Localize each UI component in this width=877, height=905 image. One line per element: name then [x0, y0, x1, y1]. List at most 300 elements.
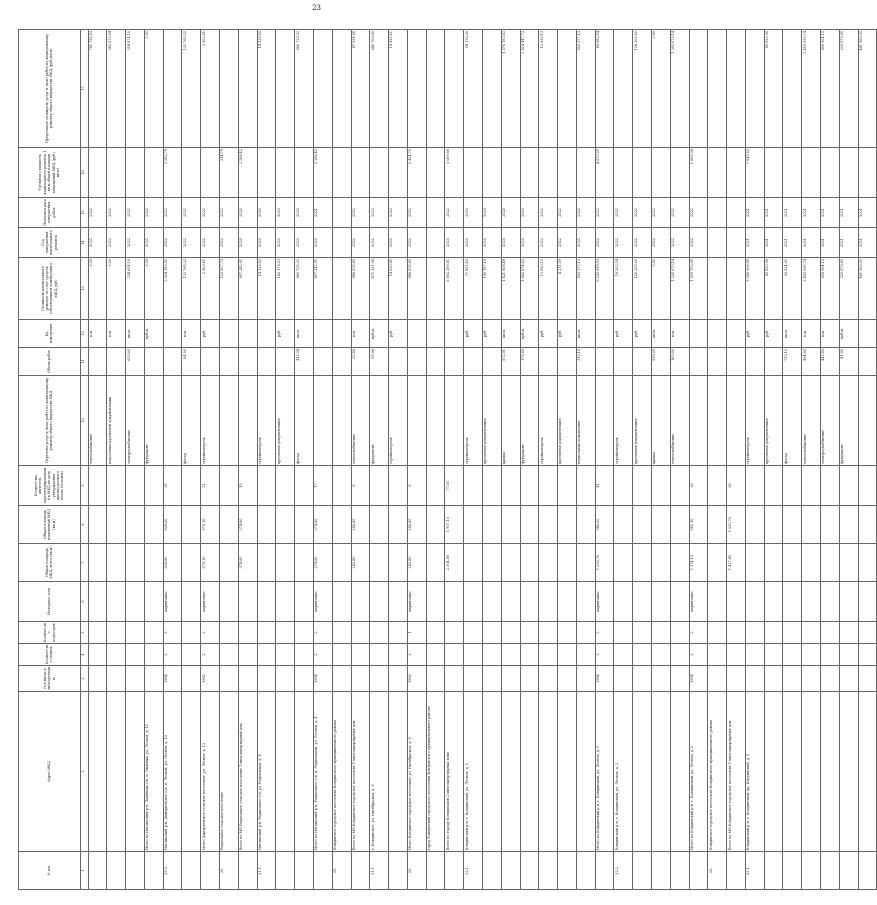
- table-cell: [764, 544, 783, 582]
- table-cell: [163, 376, 182, 466]
- table-cell: стройконтроль: [464, 376, 483, 466]
- table-cell: [332, 466, 351, 506]
- table-cell: стройконтроль: [614, 376, 633, 466]
- table-cell: п.м.: [182, 320, 201, 348]
- table-cell: [783, 544, 802, 582]
- table-cell: [482, 148, 501, 198]
- table-cell: [764, 666, 783, 692]
- table-row: [163, 30, 182, 890]
- table-cell: 2 903,61: [201, 258, 220, 320]
- table-cell: 2022: [163, 228, 182, 258]
- table-cell: 62: [727, 466, 746, 506]
- table-cell: теплоснабжение: [351, 376, 370, 466]
- table-cell: 77,00: [445, 466, 464, 506]
- table-cell: [144, 148, 163, 198]
- table-cell: 2020: [482, 198, 501, 228]
- table-cell: 3: [595, 644, 614, 666]
- table-cell: [821, 506, 840, 544]
- table-cell: 2: [689, 622, 708, 644]
- table-cell: п.м.: [107, 320, 126, 348]
- table-cell: [520, 148, 539, 198]
- table-cell: [520, 622, 539, 644]
- table-cell: 640 706,60: [370, 30, 389, 148]
- table-cell: [482, 644, 501, 666]
- table-cell: 229 679,65: [839, 30, 858, 148]
- table-cell: [727, 320, 746, 348]
- table-cell: 2020: [445, 228, 464, 258]
- table-cell: [426, 30, 445, 148]
- table-cell: 41: [595, 466, 614, 506]
- table-cell: 35: [163, 466, 182, 506]
- table-cell: 3 282,79: [163, 148, 182, 198]
- table-row: [407, 30, 426, 890]
- table-cell: руб.: [389, 320, 408, 348]
- table-cell: [764, 148, 783, 198]
- table-cell: [257, 466, 276, 506]
- table-row: [464, 30, 483, 890]
- table-cell: [482, 852, 501, 890]
- table-cell: [614, 666, 633, 692]
- table-cell: руб.: [558, 320, 577, 348]
- table-cell: 2 004 193,00: [163, 258, 182, 320]
- table-cell: [614, 582, 633, 622]
- table-cell: 2022: [407, 228, 426, 258]
- table-cell: [708, 622, 727, 644]
- table-cell: кв.м.: [501, 320, 520, 348]
- table-cell: [88, 466, 107, 506]
- table-cell: фасад: [182, 376, 201, 466]
- table-cell: 2022: [407, 198, 426, 228]
- table-cell: [708, 148, 727, 198]
- table-cell: 6 293 919,93: [595, 258, 614, 320]
- table-cell: г. Кондинское, ул. Октябрьская, д. 6: [370, 692, 389, 852]
- table-cell: [332, 666, 351, 692]
- table-cell: [126, 644, 145, 666]
- table-cell: 2020: [520, 228, 539, 258]
- table-cell: [126, 582, 145, 622]
- table-cell: [332, 198, 351, 228]
- table-cell: руб.: [614, 320, 633, 348]
- table-cell: 182 176,53: [276, 258, 295, 320]
- table-cell: [614, 348, 633, 376]
- table-cell: [295, 544, 314, 582]
- table-cell: [783, 466, 802, 506]
- table-cell: Кондинское городское поселение Кондинского муниципального района: [708, 692, 727, 852]
- table-cell: [257, 148, 276, 198]
- table-cell: стройконтроль: [745, 376, 764, 466]
- table-cell: стройконтроль: [257, 376, 276, 466]
- table-cell: [426, 466, 445, 506]
- table-cell: [689, 376, 708, 466]
- column-number: 17: [80, 30, 88, 148]
- table-cell: [389, 582, 408, 622]
- table-cell: 2022: [595, 198, 614, 228]
- table-cell: [539, 506, 558, 544]
- table-cell: 628 904,12: [821, 258, 840, 320]
- table-cell: [802, 852, 821, 890]
- table-cell: [821, 148, 840, 198]
- table-cell: 2020: [295, 198, 314, 228]
- table-cell: 2022: [614, 198, 633, 228]
- table-row: [126, 30, 145, 890]
- table-cell: 33.1.: [745, 852, 764, 890]
- table-cell: [745, 30, 764, 148]
- table-cell: [482, 692, 501, 852]
- table-cell: [745, 466, 764, 506]
- table-cell: 14 139,52: [257, 30, 276, 148]
- table-row: [238, 30, 257, 890]
- table-cell: [764, 506, 783, 544]
- table-cell: 2021: [858, 228, 877, 258]
- table-cell: 8: [407, 466, 426, 506]
- table-cell: [821, 622, 840, 644]
- table-cell: крыша: [501, 376, 520, 466]
- table-cell: [464, 644, 483, 666]
- table-cell: 229 679,65: [839, 258, 858, 320]
- table-cell: проектная документация: [482, 376, 501, 466]
- table-cell: крыша: [652, 376, 671, 466]
- table-cell: [370, 506, 389, 544]
- table-cell: [464, 506, 483, 544]
- table-cell: [783, 852, 802, 890]
- table-cell: [389, 644, 408, 666]
- table-cell: [821, 852, 840, 890]
- table-cell: [332, 644, 351, 666]
- table-cell: 1964: [163, 666, 182, 692]
- table-cell: [576, 506, 595, 544]
- table-cell: 2020: [238, 198, 257, 228]
- table-cell: [520, 466, 539, 506]
- table-cell: [332, 506, 351, 544]
- table-row: [558, 30, 577, 890]
- table-cell: [764, 582, 783, 622]
- table-cell: [858, 852, 877, 890]
- table-cell: [633, 692, 652, 852]
- table-cell: [88, 348, 107, 376]
- column-header: Плановая дата завершения работ: [19, 198, 81, 228]
- table-cell: [482, 348, 501, 376]
- table-cell: [858, 320, 877, 348]
- table-cell: 660 725,32: [295, 258, 314, 320]
- table-cell: [445, 376, 464, 466]
- table-cell: [652, 506, 671, 544]
- table-cell: [464, 348, 483, 376]
- table-cell: 4 579,05: [595, 148, 614, 198]
- table-cell: 946,00: [595, 506, 614, 544]
- table-cell: кирпичные: [595, 582, 614, 622]
- table-cell: [576, 622, 595, 644]
- table-cell: [558, 644, 577, 666]
- table-cell: [220, 666, 239, 692]
- table-cell: [332, 582, 351, 622]
- table-cell: [614, 30, 633, 148]
- table-cell: 2022: [614, 228, 633, 258]
- table-row: [201, 30, 220, 890]
- table-cell: [107, 644, 126, 666]
- column-number: 10: [80, 376, 88, 466]
- column-header: Удельная стоимость капитального ремонта 1 кв.м общей площади помещений МКД (руб./кв.м): [19, 148, 81, 198]
- table-cell: [257, 582, 276, 622]
- table-cell: 31.1.: [257, 852, 276, 890]
- table-cell: 494,60: [802, 348, 821, 376]
- table-cell: [257, 666, 276, 692]
- table-cell: [839, 466, 858, 506]
- column-number: 16: [80, 148, 88, 198]
- column-number: 6: [80, 582, 88, 622]
- table-cell: 29.2.: [163, 852, 182, 890]
- table-cell: 2022: [163, 198, 182, 228]
- table-cell: фундамент: [520, 376, 539, 466]
- table-cell: [520, 852, 539, 890]
- table-cell: Кондинский р-н, г. Кондинский, пр. Кондинский, д. 5: [745, 692, 764, 852]
- table-body: [88, 30, 877, 890]
- table-cell: [558, 30, 577, 148]
- table-cell: [107, 466, 126, 506]
- table-cell: [576, 466, 595, 506]
- table-cell: руб.: [276, 320, 295, 348]
- table-cell: 572,91: [501, 348, 520, 376]
- table-cell: Итого по Няганьский р-н, Лыжница с/п, п. Лыжный, ул. Лесная, д. 11: [144, 692, 163, 852]
- table-cell: 14 139,52: [257, 258, 276, 320]
- table-cell: 17: [313, 466, 332, 506]
- table-cell: [389, 852, 408, 890]
- column-header: Количество жителей, зарегистрированных в МКД на дату утверждения краткосрочного плана (человек): [19, 466, 81, 506]
- table-cell: Кондинский р-н, г. Кондинский, ул. Лесная, д. 2: [614, 692, 633, 852]
- table-cell: [276, 622, 295, 644]
- table-cell: 2021: [839, 228, 858, 258]
- table-cell: [501, 852, 520, 890]
- table-cell: [727, 376, 746, 466]
- table-cell: [839, 666, 858, 692]
- table-cell: [482, 30, 501, 148]
- table-cell: [633, 148, 652, 198]
- table-cell: 21: [201, 466, 220, 506]
- column-header: Объем работ: [19, 348, 81, 376]
- table-cell: [858, 506, 877, 544]
- table-cell: [745, 582, 764, 622]
- rotated-table-container: [18, 30, 863, 890]
- table-cell: 1963: [407, 666, 426, 692]
- table-cell: [313, 30, 332, 148]
- column-header: Год завершения капитального ремонта: [19, 228, 81, 258]
- table-cell: 2 455 095,74: [802, 258, 821, 320]
- table-cell: [313, 852, 332, 890]
- table-cell: [464, 544, 483, 582]
- table-cell: руб.: [482, 320, 501, 348]
- table-cell: [727, 30, 746, 148]
- table-cell: [708, 644, 727, 666]
- table-cell: 2021: [802, 228, 821, 258]
- table-cell: 2022: [88, 198, 107, 228]
- table-cell: [276, 666, 295, 692]
- table-cell: руб.: [464, 320, 483, 348]
- table-cell: [783, 582, 802, 622]
- table-cell: электроснабжение: [821, 376, 840, 466]
- table-cell: [144, 506, 163, 544]
- table-row: [633, 30, 652, 890]
- table-cell: 2021: [745, 198, 764, 228]
- table-cell: [839, 544, 858, 582]
- table-cell: 126 205,00: [633, 30, 652, 148]
- table-cell: [539, 666, 558, 692]
- table-cell: [708, 348, 727, 376]
- table-cell: [445, 30, 464, 148]
- table-cell: [238, 852, 257, 890]
- table-row: [445, 30, 464, 890]
- table-cell: 2022: [201, 228, 220, 258]
- table-cell: 2021: [858, 198, 877, 228]
- table-cell: [670, 506, 689, 544]
- table-cell: [539, 148, 558, 198]
- table-cell: [464, 582, 483, 622]
- table-cell: [821, 666, 840, 692]
- table-cell: 8 056 908,88: [745, 258, 764, 320]
- table-cell: [670, 852, 689, 890]
- table-cell: [276, 582, 295, 622]
- table-cell: [501, 692, 520, 852]
- column-header: Ед. измерения: [19, 320, 81, 348]
- table-cell: Радиальное сельское поселение: [220, 692, 239, 852]
- table-cell: [501, 544, 520, 582]
- table-row: [708, 30, 727, 890]
- table-cell: 2021: [821, 228, 840, 258]
- table-cell: [144, 666, 163, 692]
- table-cell: 1964: [689, 666, 708, 692]
- table-cell: [182, 644, 201, 666]
- table-cell: [670, 148, 689, 198]
- table-cell: 14 625,81: [389, 258, 408, 320]
- table-cell: 1 392 070,14: [670, 30, 689, 148]
- table-cell: 688 535,85: [351, 258, 370, 320]
- table-cell: п.м.: [670, 320, 689, 348]
- table-cell: [482, 666, 501, 692]
- table-cell: 2: [163, 644, 182, 666]
- table-cell: [238, 30, 257, 148]
- table-cell: теплоснабжение: [88, 376, 107, 466]
- table-cell: [220, 544, 239, 582]
- table-cell: [126, 506, 145, 544]
- table-cell: 163,00: [670, 348, 689, 376]
- table-cell: 0,00: [144, 258, 163, 320]
- table-cell: [802, 644, 821, 666]
- table-cell: [276, 30, 295, 148]
- table-cell: [708, 376, 727, 466]
- table-cell: 282,80: [407, 506, 426, 544]
- table-cell: [182, 852, 201, 890]
- table-cell: Всего по МО Кондинское городское поселение 1 многоквартирный дом: [727, 692, 746, 852]
- table-cell: [295, 692, 314, 852]
- table-cell: [295, 148, 314, 198]
- table-cell: [332, 228, 351, 258]
- table-cell: 3: [689, 644, 708, 666]
- table-cell: 2022: [144, 198, 163, 228]
- table-cell: Няганьский р-н, Дмитриевское с/п, п. Лесной, ул. Лесная, д. 13: [163, 692, 182, 852]
- table-cell: [558, 544, 577, 582]
- table-cell: [839, 582, 858, 622]
- table-cell: 3 089,66: [445, 148, 464, 198]
- table-cell: кирпичные: [201, 582, 220, 622]
- table-cell: 857 242,91: [238, 258, 257, 320]
- column-header: Адрес МКД: [19, 692, 81, 852]
- table-cell: [238, 376, 257, 466]
- table-cell: теплоснабжение: [802, 376, 821, 466]
- table-cell: 2020: [276, 198, 295, 228]
- table-cell: [445, 622, 464, 644]
- page-number: 23: [312, 4, 321, 12]
- table-cell: [764, 466, 783, 506]
- table-cell: [745, 506, 764, 544]
- table-cell: 2022: [220, 198, 239, 228]
- table-cell: [313, 376, 332, 466]
- table-cell: [802, 544, 821, 582]
- table-cell: 628,60: [163, 506, 182, 544]
- table-cell: Всего по МО Кондинское городское поселение 1 многоквартирный дом: [351, 692, 370, 852]
- table-cell: 2021: [745, 228, 764, 258]
- table-cell: [633, 506, 652, 544]
- table-cell: Итого по Кондинский р-н, г. Кондинский, ул. Лесная, д. 1: [595, 692, 614, 852]
- table-cell: [558, 582, 577, 622]
- table-cell: [558, 466, 577, 506]
- table-cell: [126, 466, 145, 506]
- table-header: [19, 30, 89, 890]
- table-cell: [614, 544, 633, 582]
- table-row: [520, 30, 539, 890]
- column-number: 15: [80, 198, 88, 228]
- table-cell: п.м.: [802, 320, 821, 348]
- table-cell: [88, 852, 107, 890]
- table-cell: [539, 348, 558, 376]
- table-cell: 8: [351, 466, 370, 506]
- table-cell: 12 690,13: [539, 258, 558, 320]
- table-cell: [708, 506, 727, 544]
- table-cell: [482, 582, 501, 622]
- table-cell: [389, 466, 408, 506]
- table-cell: [220, 466, 239, 506]
- table-cell: [482, 466, 501, 506]
- table-cell: Кондинское городское поселение Кондинского муниципального района: [332, 692, 351, 852]
- table-cell: фундамент: [839, 376, 858, 466]
- table-row: [144, 30, 163, 890]
- table-cell: [745, 544, 764, 582]
- table-cell: [351, 666, 370, 692]
- table-cell: 2022: [558, 198, 577, 228]
- table-cell: 7 645,82: [745, 148, 764, 198]
- table-cell: 593 277,13: [576, 258, 595, 320]
- table-cell: 2: [407, 644, 426, 666]
- table-cell: 2022: [107, 198, 126, 228]
- table-cell: 2022: [88, 228, 107, 258]
- table-cell: город Кондинский городского поселения Кондинского муниципального района: [426, 692, 445, 852]
- table-row: [727, 30, 746, 890]
- table-cell: 961,10: [689, 506, 708, 544]
- table-cell: 12 690,13: [539, 30, 558, 148]
- table-cell: [783, 506, 802, 544]
- table-cell: 342 873,04: [107, 30, 126, 148]
- table-cell: [670, 466, 689, 506]
- table-cell: [182, 582, 201, 622]
- table-cell: [88, 582, 107, 622]
- table-row: [295, 30, 314, 890]
- table-cell: [783, 30, 802, 148]
- table-cell: [821, 544, 840, 582]
- table-cell: 481 563,00: [858, 30, 877, 148]
- table-cell: [802, 582, 821, 622]
- table-cell: [238, 644, 257, 666]
- table-cell: [332, 258, 351, 320]
- table-row: [220, 30, 239, 890]
- table-cell: [595, 320, 614, 348]
- table-cell: [126, 692, 145, 852]
